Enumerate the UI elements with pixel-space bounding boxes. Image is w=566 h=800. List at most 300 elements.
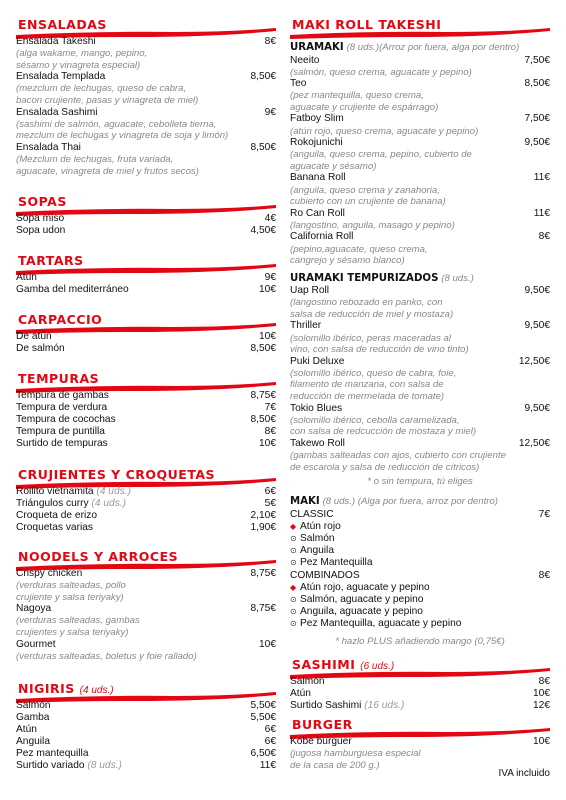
- item-description: vino, con salsa de reducción de vino tinto): [290, 344, 469, 356]
- item-description: cubierto con un crujiente de banana): [290, 196, 446, 208]
- item-price: 8,75€: [250, 390, 276, 401]
- item-name-text: Uap Roll: [290, 285, 330, 297]
- item-price: 6,50€: [250, 748, 276, 760]
- item-price: 9,50€: [524, 137, 550, 149]
- item-name: [290, 113, 344, 125]
- item-name-text: Croquetas varias: [16, 522, 94, 534]
- item-name: [290, 403, 342, 415]
- item-price: 9,50€: [524, 402, 550, 414]
- item-list: [16, 568, 276, 662]
- item-name: [16, 712, 49, 724]
- section-title-text: TARTARS: [18, 253, 84, 268]
- section-maki-roll: [290, 16, 550, 648]
- item-name: [290, 356, 344, 368]
- section-title: [18, 371, 99, 386]
- subsection-label: MAKI: [290, 496, 320, 508]
- item-price: 10€: [259, 331, 276, 342]
- item-price: 8,50€: [250, 71, 276, 83]
- maki-option-label: Anguila, aguacate y pepino: [300, 606, 423, 618]
- maki-group-label: CLASSIC: [290, 508, 334, 520]
- item-price: 5,50€: [250, 712, 276, 724]
- item-list: [290, 736, 550, 771]
- item-price: 8€: [538, 676, 550, 687]
- maki-option-label: Anguila: [300, 545, 334, 557]
- item-price: 8€: [264, 426, 276, 438]
- item-name: [16, 438, 108, 450]
- item-name: [16, 331, 52, 343]
- item-name-text: Tempura de verdura: [16, 402, 108, 414]
- menu-item: [16, 724, 276, 736]
- item-list: [16, 331, 276, 355]
- section-header-maki-roll: [290, 16, 550, 42]
- menu-item: [290, 78, 550, 90]
- section-title: [18, 253, 84, 268]
- item-list: [16, 36, 276, 177]
- item-name-text: Rokojunichi: [290, 137, 343, 149]
- section-sashimi: [290, 656, 550, 712]
- item-name-text: Tempura de cocochas: [16, 414, 116, 426]
- menu-item: [16, 603, 276, 615]
- item-name: [16, 760, 122, 772]
- maki-option-label: Pez Mantequilla, aguacate y pepino: [300, 618, 462, 630]
- item-price: 5,50€: [250, 700, 276, 711]
- item-quantity: (8 uds.): [87, 760, 122, 772]
- item-price: 8,50€: [250, 141, 276, 153]
- item-name-text: Nagoya: [16, 603, 52, 615]
- item-name: [16, 426, 105, 438]
- item-description: (jugosa hamburguesa especial: [290, 748, 421, 760]
- maki-option: [290, 582, 550, 594]
- item-name-text: Gourmet: [16, 638, 56, 650]
- menu-item: [290, 736, 550, 748]
- item-name-text: Atún: [290, 688, 311, 700]
- subsection-note: (8 uds.)(Arroz por fuera, alga por dentro): [346, 42, 520, 53]
- item-name-text: Croqueta de erizo: [16, 510, 97, 522]
- item-name: [290, 55, 319, 67]
- maki-option-label: Atún rojo: [300, 520, 341, 532]
- item-price: 4,50€: [250, 225, 276, 237]
- item-name-text: Takewo Roll: [290, 437, 345, 449]
- item-price: 10€: [533, 688, 550, 700]
- item-price: 11€: [259, 760, 276, 772]
- item-price: 5€: [264, 498, 276, 510]
- item-name: [290, 688, 311, 700]
- item-name: [16, 486, 131, 498]
- maki-option-label: Pez Mantequilla: [300, 557, 373, 569]
- item-name-text: Gamba: [16, 712, 50, 724]
- item-name-text: Surtido de tempuras: [16, 438, 108, 450]
- item-price: 2,10€: [250, 510, 276, 522]
- item-name: [16, 272, 37, 284]
- section-title-text: CARPACCIO: [18, 312, 103, 327]
- menu-item: [16, 760, 276, 772]
- item-name-text: Thriller: [290, 320, 322, 332]
- item-name-text: Fatboy Slim: [290, 113, 344, 125]
- ring-bullet-icon: ⊙: [290, 558, 297, 568]
- item-description: (verduras salteadas, boletus y foie rallado): [16, 650, 197, 662]
- item-description: (mezclum de lechugas, queso de cabra,: [16, 83, 187, 95]
- item-description: con salsa de redcucción de mostaza y miel): [290, 426, 477, 438]
- item-list: [290, 676, 550, 712]
- subsection-note: (8 uds.): [441, 272, 474, 284]
- item-list: [16, 272, 276, 296]
- item-name: [16, 748, 89, 760]
- menu-item: [16, 736, 276, 748]
- section-title: [18, 681, 114, 696]
- menu-item: [290, 285, 550, 297]
- section-title: [18, 549, 178, 564]
- section-sopas: [16, 193, 276, 237]
- diamond-bullet-icon: ◆: [290, 521, 297, 531]
- iva-note: IVA incluido: [498, 768, 550, 779]
- item-name-text: Surtido variado: [16, 760, 85, 772]
- item-price: 9€: [264, 106, 276, 118]
- item-price: 8,50€: [524, 78, 550, 90]
- ring-bullet-icon: ⊙: [290, 533, 297, 543]
- menu-item: [290, 172, 550, 184]
- item-name: [16, 142, 81, 154]
- item-price: 12,50€: [518, 437, 550, 449]
- item-name-text: Atún: [16, 724, 37, 736]
- item-price: 7€: [264, 402, 276, 414]
- item-name: [16, 639, 56, 651]
- maki-option-label: Salmón: [300, 532, 335, 544]
- item-description: (langostino rebozado en panko, con: [290, 297, 443, 309]
- item-name-text: Kobe burguer: [290, 736, 352, 747]
- item-name: [16, 284, 129, 296]
- item-name: [290, 700, 404, 712]
- item-price: 12€: [533, 700, 550, 712]
- item-description: bacon crujiente, pasas y vinagreta de miel): [16, 94, 199, 106]
- maki-option: [290, 618, 550, 630]
- item-name: [16, 107, 98, 119]
- section-title-text: SOPAS: [18, 194, 67, 209]
- menu-item: [16, 284, 276, 296]
- item-name-text: Banana Roll: [290, 172, 346, 184]
- section-carpaccio: [16, 311, 276, 355]
- item-quantity: (16 uds.): [364, 700, 405, 712]
- item-description: (pez mantequilla, queso crema,: [290, 90, 424, 102]
- item-name-text: Crispy chicken: [16, 568, 83, 579]
- item-name-text: Tokio Blues: [290, 402, 343, 414]
- menu-item: [290, 700, 550, 712]
- item-price: 6€: [264, 724, 276, 736]
- menu-item: [16, 272, 276, 284]
- item-description: (anguila, queso crema y zanahoria,: [290, 184, 440, 196]
- item-name: [16, 414, 116, 426]
- item-price: 6€: [264, 486, 276, 497]
- menu-item: [16, 426, 276, 438]
- item-description: (solomillo ibérico, queso de cabra, foie,: [290, 367, 457, 379]
- item-description: cangrejo y sésamo blanco): [290, 255, 405, 267]
- maki-option: [290, 545, 550, 557]
- subsection-label: URAMAKI: [290, 42, 344, 53]
- item-name-text: Anguila: [16, 736, 50, 748]
- maki-option-label: Atún rojo, aguacate y pepino: [300, 581, 430, 593]
- item-price: 10€: [259, 638, 276, 650]
- item-name-text: Rollito vietnamita: [16, 486, 94, 497]
- item-name-text: Sopa miso: [16, 213, 65, 224]
- item-description: salsa de reducción de miel y mostaza): [290, 308, 454, 320]
- item-name: [16, 522, 93, 534]
- section-note: (4 uds.): [79, 685, 114, 696]
- item-list: [16, 390, 276, 450]
- menu-item: [290, 320, 550, 332]
- item-name-text: Ensalada Takeshi: [16, 36, 96, 47]
- section-title: [18, 17, 107, 32]
- menu-item: [16, 107, 276, 119]
- menu-item: [16, 225, 276, 237]
- menu-item: [290, 231, 550, 243]
- item-price: 10€: [533, 736, 550, 747]
- item-name: [290, 285, 329, 297]
- section-title: [18, 312, 102, 327]
- menu-item: [16, 390, 276, 402]
- item-description: (verduras salteadas, gambas: [16, 615, 140, 627]
- item-quantity: (4 uds.): [96, 486, 131, 497]
- item-name-text: California Roll: [290, 231, 354, 243]
- item-name-text: Ensalada Thai: [16, 141, 81, 153]
- item-name: [16, 343, 65, 355]
- menu-item: [290, 356, 550, 368]
- item-name: [16, 603, 51, 615]
- section-title-text: TEMPURAS: [18, 371, 100, 386]
- item-name: [290, 320, 321, 332]
- item-name-text: Teo: [290, 78, 307, 90]
- item-name: [290, 208, 345, 220]
- item-price: 7,50€: [524, 113, 550, 125]
- item-name-text: Gamba del mediterráneo: [16, 284, 129, 296]
- item-name: [16, 225, 65, 237]
- item-name-text: Salmón: [16, 700, 51, 711]
- section-title-text: SASHIMI: [292, 657, 356, 672]
- ring-bullet-icon: ⊙: [290, 619, 297, 629]
- section-title: [18, 194, 67, 209]
- item-quantity: (4 uds.): [91, 498, 127, 510]
- item-name-text: Ensalada Sashimi: [16, 106, 98, 118]
- item-description: (Mezclum de lechugas, fruta variada,: [16, 153, 174, 165]
- item-price: 10€: [259, 438, 276, 450]
- item-name-text: De salmón: [16, 343, 65, 355]
- item-price: 8,50€: [250, 343, 276, 355]
- section-title: [18, 467, 215, 482]
- maki-option: [290, 606, 550, 618]
- maki-option: [290, 557, 550, 569]
- item-name: [16, 498, 126, 510]
- ring-bullet-icon: ⊙: [290, 594, 297, 604]
- menu-item: [16, 438, 276, 450]
- item-description: sésamo y vinagreta especial): [16, 59, 141, 71]
- section-title-text: BURGER: [292, 717, 353, 732]
- item-description: mezclum de lechugas y vinagreta de soja y limón): [16, 130, 229, 142]
- maki-option-label: Salmón, aguacate y pepino: [300, 593, 424, 605]
- menu-item: [16, 486, 276, 498]
- item-description: (alga wakame, mango, pepino,: [16, 48, 148, 60]
- maki-roll-list: [290, 42, 550, 648]
- item-price: 8,75€: [250, 603, 276, 615]
- footnote: * o sin tempura, tú eliges: [367, 476, 473, 488]
- maki-option: [290, 594, 550, 606]
- subsection-header: [290, 496, 550, 509]
- subsection-header: [290, 42, 550, 55]
- menu-item: [290, 55, 550, 67]
- item-description: crujientes y salsa teriyaky): [16, 626, 129, 638]
- item-price: 11€: [533, 172, 550, 184]
- section-noodels: [16, 548, 276, 662]
- section-title-text: NIGIRIS: [18, 681, 75, 696]
- menu-item: [16, 522, 276, 534]
- maki-group-price: 7€: [538, 508, 550, 520]
- menu-item: [16, 498, 276, 510]
- menu-item: [16, 510, 276, 522]
- item-price: 12,50€: [518, 355, 550, 367]
- section-title-text: NOODELS Y ARROCES: [18, 549, 179, 564]
- section-tartars: [16, 252, 276, 296]
- item-name: [16, 71, 105, 83]
- maki-group-price: 8€: [538, 569, 550, 581]
- menu-item: [16, 402, 276, 414]
- menu-item: [290, 403, 550, 415]
- menu-item: [16, 712, 276, 724]
- item-name: [16, 700, 51, 712]
- item-name: [16, 510, 97, 522]
- item-list: [16, 213, 276, 237]
- item-name: [290, 172, 346, 184]
- menu-item: [16, 568, 276, 580]
- item-description: (langostino, anguila, masago y pepino): [290, 219, 455, 231]
- ring-bullet-icon: ⊙: [290, 607, 297, 617]
- footnote: * hazlo PLUS añadiendo mango (0,75€): [335, 635, 505, 647]
- item-description: aguacate y crujiente de espárrago): [290, 101, 439, 113]
- item-name-text: Tempura de puntilla: [16, 426, 105, 438]
- item-price: 4€: [264, 213, 276, 224]
- item-description: (solomillo ibérico, peras maceradas al: [290, 332, 452, 344]
- section-title: MAKI ROLL TAKESHI: [292, 17, 442, 32]
- menu-item: [290, 676, 550, 688]
- section-nigiris: [16, 680, 276, 773]
- menu-item: [290, 438, 550, 450]
- item-list: [16, 486, 276, 534]
- item-name: [16, 568, 82, 580]
- item-name-text: Pez mantequilla: [16, 748, 89, 760]
- item-name: [290, 676, 325, 688]
- item-name-text: Tempura de gambas: [16, 390, 109, 401]
- section-title-text: ENSALADAS: [18, 17, 107, 32]
- item-price: 8€: [264, 36, 276, 47]
- item-name-text: Ensalada Templada: [16, 71, 106, 83]
- item-price: 9,50€: [524, 285, 550, 297]
- item-description: crujiente y salsa teriyaky): [16, 591, 124, 603]
- section-title: [292, 717, 353, 732]
- section-title-text: CRUJIENTES Y CROQUETAS: [18, 467, 216, 482]
- diamond-bullet-icon: ◆: [290, 582, 297, 592]
- menu-item: [16, 36, 276, 48]
- menu-item: [16, 142, 276, 154]
- item-price: 7,50€: [524, 54, 550, 66]
- item-name-text: Salmón: [290, 676, 325, 687]
- item-price: 8,50€: [250, 414, 276, 426]
- item-list: [16, 700, 276, 773]
- menu-item: [16, 639, 276, 651]
- menu-item: [290, 137, 550, 149]
- item-name: [16, 36, 96, 48]
- item-description: (solomillo ibérico, cebolla caramelizada,: [290, 414, 460, 426]
- section-title: [292, 657, 394, 672]
- item-description: (atún rojo, queso crema, aguacate y pepino): [290, 125, 479, 137]
- item-name: [16, 736, 50, 748]
- item-name: [16, 213, 64, 225]
- menu-item: [16, 414, 276, 426]
- maki-group: [290, 570, 550, 582]
- item-name-text: Sopa udon: [16, 225, 66, 237]
- maki-group-label: COMBINADOS: [290, 569, 360, 581]
- ring-bullet-icon: ⊙: [290, 546, 297, 556]
- subsection-label: URAMAKI TEMPURIZADOS: [290, 272, 439, 284]
- section-note: (6 uds.): [360, 661, 395, 672]
- item-name: [290, 78, 306, 90]
- menu-item: [290, 208, 550, 220]
- section-crujientes: [16, 466, 276, 534]
- item-description: (anguila, queso crema, pepino, cubierto de: [290, 149, 472, 161]
- item-description: (gambas salteadas con ajos, cubierto con crujiente: [290, 450, 506, 461]
- item-name: [290, 736, 352, 748]
- section-tempuras: [16, 370, 276, 450]
- item-description: filamento de manzana, con salsa de: [290, 379, 444, 391]
- menu-item: [16, 331, 276, 343]
- menu-item: [290, 113, 550, 125]
- item-name: [16, 390, 109, 402]
- item-name-text: Ro Can Roll: [290, 207, 345, 219]
- subsection-header: [290, 273, 550, 286]
- item-name: [290, 231, 353, 243]
- item-name-text: De atún: [16, 331, 52, 342]
- section-burger: [290, 716, 550, 771]
- item-price: 9€: [264, 272, 276, 283]
- subsection-note: (8 uds.) (Alga por fuera, arroz por dentro): [322, 496, 498, 508]
- item-description: (verduras salteadas, pollo: [16, 580, 126, 592]
- item-name: [16, 402, 107, 414]
- menu-item: [16, 748, 276, 760]
- item-description: reducción de mermelada de tomate): [290, 391, 445, 403]
- item-name-text: Puki Deluxe: [290, 355, 345, 367]
- item-price: 9,50€: [524, 320, 550, 332]
- item-price: 8€: [538, 231, 550, 243]
- item-price: 11€: [533, 207, 550, 219]
- item-description: de escarola y salsa de reducción de cítricos): [290, 461, 480, 473]
- item-name: [290, 438, 345, 450]
- item-price: 8,75€: [250, 568, 276, 579]
- item-name-text: Neeito: [290, 54, 320, 66]
- item-description: (sashimi de salmón, aguacate, cebolleta tierna,: [16, 118, 217, 130]
- menu-item: [16, 213, 276, 225]
- item-name-text: Triángulos curry: [16, 498, 89, 510]
- menu-item: [16, 71, 276, 83]
- menu-item: [290, 688, 550, 700]
- section-ensaladas: [16, 16, 276, 177]
- menu-item: [16, 700, 276, 712]
- maki-option: [290, 521, 550, 533]
- menu-item: [16, 343, 276, 355]
- item-name-text: Atún: [16, 272, 37, 283]
- item-description: (pepino,aguacate, queso crema,: [290, 243, 428, 255]
- item-price: 10€: [259, 284, 276, 296]
- item-description: aguacate y sésamo): [290, 160, 377, 172]
- item-price: 1,90€: [250, 522, 276, 534]
- maki-option: [290, 533, 550, 545]
- item-name: [290, 137, 343, 149]
- item-description: (salmón, queso crema, aguacate y pepino): [290, 66, 472, 78]
- maki-group: [290, 509, 550, 521]
